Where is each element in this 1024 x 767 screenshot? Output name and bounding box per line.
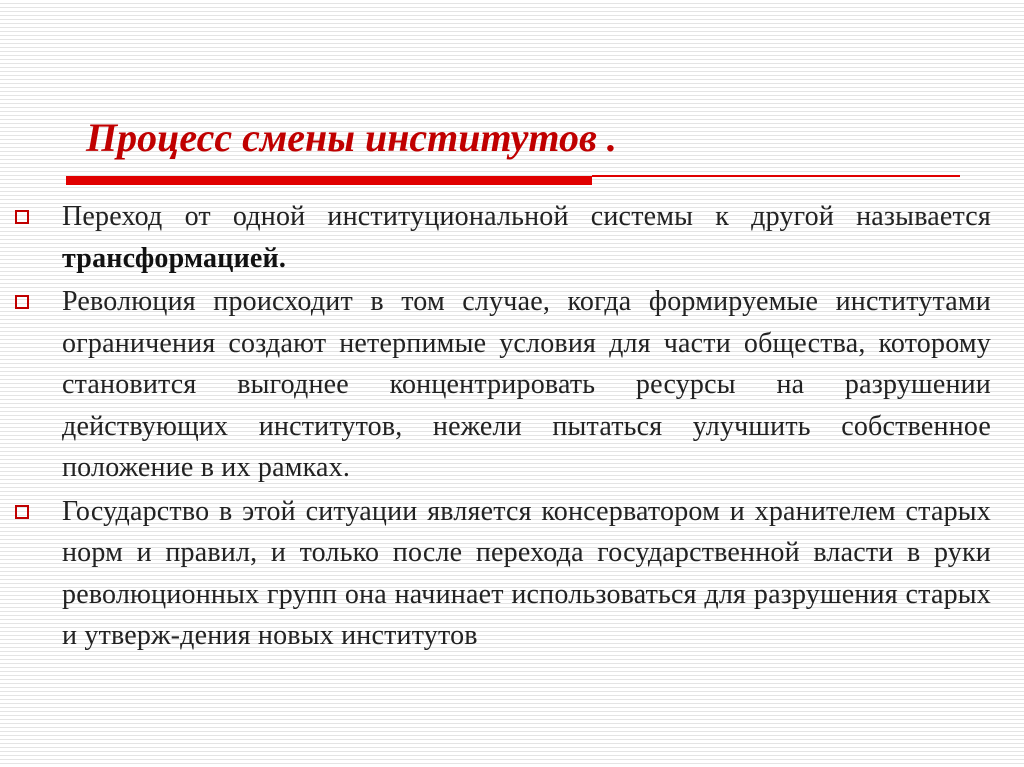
bullet-item-state — [0, 491, 1024, 657]
hollow-square-bullet-icon — [15, 210, 29, 224]
bullet-text — [62, 196, 991, 279]
title-underline-thick — [66, 176, 592, 185]
hollow-square-bullet-icon — [15, 295, 29, 309]
bullet-text: Государство в этой ситуации является консерватором и хранителем старых норм и правил, и только после перехода государственной власти в руки революционных групп она начинает использоваться для разрушения старых и утверж-дения новых институтов — [62, 495, 991, 651]
hollow-square-bullet-icon — [15, 505, 29, 519]
bullet-list — [0, 196, 1024, 659]
bullet-text-plain: Переход от одной институциональной системы к другой называется — [62, 201, 991, 232]
bullet-text: Революция происходит в том случае, когда формируемые институтами ограничения создают нетерпимые условия для части общества, которому становится выгоднее концентрировать ресурсы на разрушении действующих институтов, нежели пытаться улучшить собственное положение в их рамках. — [62, 286, 991, 483]
bullet-item-revolution — [0, 281, 1024, 489]
title-underline-thin — [592, 175, 960, 177]
bullet-text-bold: трансформацией. — [62, 242, 287, 274]
bullet-item-transformation — [0, 196, 1024, 279]
slide-title: Процесс смены институтов . — [86, 115, 617, 160]
